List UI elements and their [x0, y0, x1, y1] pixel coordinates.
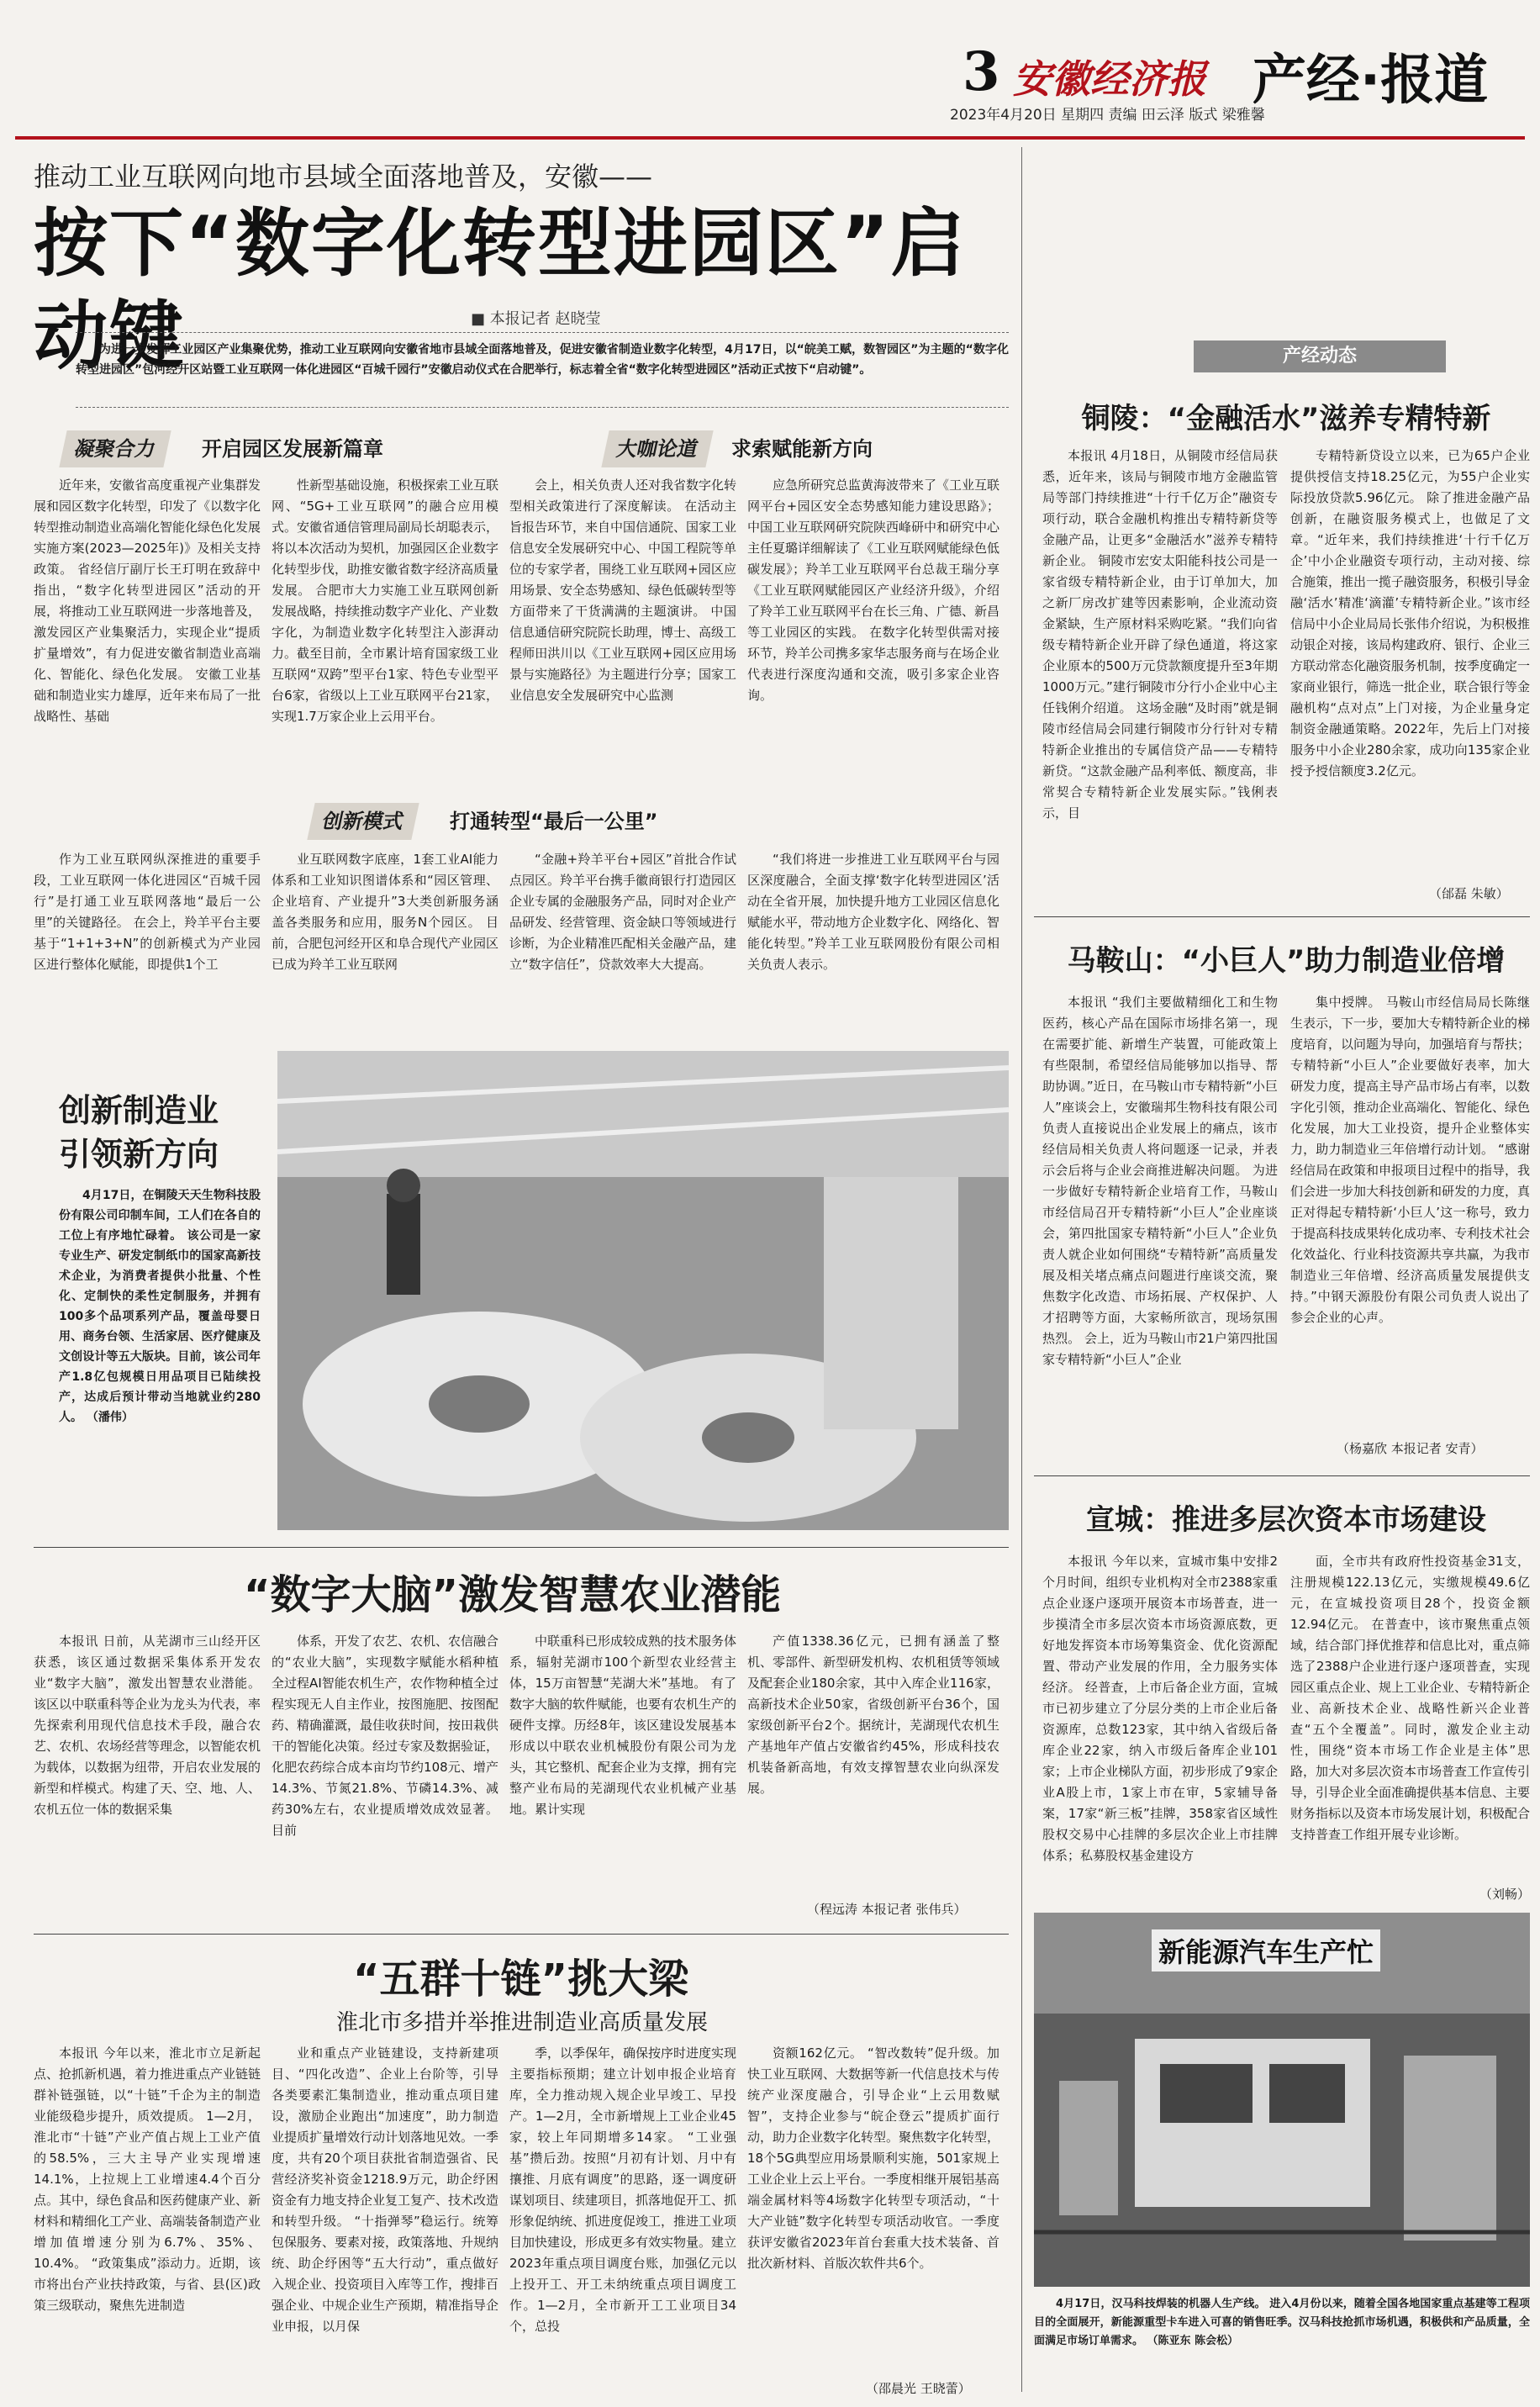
- chain-rule: [34, 1934, 1009, 1935]
- photo2-title: 新能源汽车生产忙: [1152, 1929, 1380, 1972]
- maanshan-col-1: 本报讯 “我们主要做精细化工和生物医药，核心产品在国际市场排名第一，现在需要扩能、新增生产装置，可能政策上有些限制，希望经信局能够加以指导、帮助协调。”近日，在马鞍山市专精特新“小巨人”座谈会上，安徽瑞邦生物科技有限公司负责人直接说出企业发展上的痛点，该市经信局相关负责人将问题逐一记录，并表示会后将与企业会商推进解决问题。 为进一步做好专精特新企业培育工作，马鞍山市经信局召开专精特新“小巨人”企业座谈会，第四批国家专精特新“小巨人”企业负责人就企业如何围绕“专精特新”高质量发展及相关堵点痛点问题进行座谈交流，聚焦数字化改造、市场拓展、产权保护、人才招聘等方面，大家畅所欲言，现场氛围热烈。 会上，近为马鞍山市21户第四批国家专精特新“小巨人”企业: [1042, 995, 1278, 1367]
- chain-credit: （邵晨光 王晓蕾）: [866, 2381, 971, 2396]
- maanshan-headline: 马鞍山：“小巨人”助力制造业倍增: [1067, 944, 1506, 978]
- subhead-text: 开启园区发展新篇章: [202, 437, 383, 461]
- maanshan-col-2: 集中授牌。 马鞍山市经信局局长陈继生表示，下一步，要加大专精特新企业的梯度培育，以问题为导向，加强培育与帮扶；专精特新“小巨人”企业要做好表率，加大研发力度，提高主导产品市场占有率，以数字化引领，推动企业高端化、智能化、绿色化发展，加大工业投资，提升企业整体实力，助力制造业三年倍增行动计划。 “感谢经信局在政策和申报项目过程中的指导，我们会进一步加大科技创新和研发的力度，真正对得起专精特新‘小巨人’这一称号，致力于提高科技成果转化成功率、专利技术社会化效益化、行业科技资源共享共赢，为我市制造业三年倍增、经济高质量发展提供支持。”中钢天源股份有限公司负责人说出了参会企业的心声。: [1290, 995, 1530, 1325]
- lead-kicker: 推动工业互联网向地市县域全面落地普及，安徽——: [34, 161, 653, 193]
- agri-col-3: 中联重科已形成较成熟的技术服务体系，辐射芜湖市100个新型农业经营主体，15万亩智慧“芜湖大米”基地。 有了数字大脑的软件赋能，也要有农机生产的硬件支撑。历经8年，该区建设发展基本形成以中联农业机械股份有限公司为龙头，其它整机、配套企业为支撑，拥有完整产业布局的芜湖现代农业机械产业基地。累计实现: [509, 1634, 736, 1817]
- lead-col-1: 近年来，安徽省高度重视产业集群发展和园区数字化转型，印发了《以数字化转型推动制造业高端化智能化绿色化发展实施方案(2023—2025年)》及相关支持政策。 省经信厅副厅长王玎明在致辞中指出，“数字化转型进园区”活动的开展，将推动工业互联网进一步落地普及，激发园区产业集聚活力，实现企业“提质扩量增效”，有力促进安徽省制造业高端化、智能化、绿色化发展。 安徽工业基础和制造业实力雄厚，近年来布局了一批战略性、基础: [34, 478, 261, 724]
- agri-headline: “数字大脑”激发智慧农业潜能: [244, 1571, 782, 1618]
- tongling-headline: 铜陵：“金融活水”滋养专精特新: [1081, 402, 1491, 435]
- photo2-block: [1034, 1913, 1530, 2392]
- tongling-col-1: 本报讯 4月18日，从铜陵市经信局获悉，近年来，该局与铜陵市地方金融监管局等部门持续推进“十行千亿万企”融资专项行动，联合金融机构推出专精特新贷等金融产品，让更多“金融活水”滋养专精特新企业。 铜陵市宏安太阳能科技公司是一家省级专精特新企业，由于订单加大，加之新厂房改扩建等因素影响，企业流动资金紧缺，生产原材料采购吃紧。“我们向省级专精特新企业开辟了绿色通道，将这家企业原本的500万元贷款额度提升至3年期1000万元。”建行铜陵市分行小企业中心主任钱俐介绍道。 这场金融“及时雨”就是铜陵市经信局会同建行铜陵市分行针对专精特新企业推出的专属信贷产品——专精特新贷。“这款金融产品利率低、额度高，非常契合专精特新企业发展实际。”钱俐表示，目: [1042, 448, 1278, 821]
- tongling-credit: （邰磊 朱敏）: [1429, 886, 1509, 901]
- chain-col-3: 季，以季保年，确保按序时进度实现主要指标预期；建立计划申报企业培育库，全力推动规入规企业早竣工、早投产。1—2月，全市新增规上工业企业45家，较上年同期增多14家。 “工业强基”攒后劲。按照“月初有计划、月中有攘推、月底有调度”的思路，逐一调度研谋划项目、续建项目，抓落地促开工、抓形象促纳统、抓进度促竣工，推进工业项目加快建设，形成更多有效实物量。建立2023年重点项目调度台账，加强亿元以上投开工、开工未纳统重点项目调度工作。1—2月，全市新开工工业项目34个，总投: [509, 2045, 736, 2334]
- subhead-tag: 凝聚合力: [59, 430, 171, 467]
- photo1-credit: （潘伟）: [86, 1411, 134, 1424]
- photo2-caption: [1034, 2295, 1530, 2351]
- subhead-2: [605, 430, 1009, 467]
- masthead-rule: [15, 136, 1525, 140]
- lead-col-6: 业互联网数字底座，1套工业AI能力体系和工业知识图谱体系和“园区管理、企业培育、产业提升”3大类创新服务涵盖各类服务和应用，服务N个园区。 目前，合肥包河经开区和阜合现代产业园区已成为羚羊工业互联网: [272, 852, 498, 972]
- chain-col-1: 本报讯 今年以来，淮北市立足新起点、抢抓新机遇，着力推进重点产业链链群补链强链，以“十链”千企为主的制造业能级稳步提升，质效提质。 1—2月，淮北市“十链”产业产值占规上工业产值的58.5%，三大主导产业实现增速14.1%，上拉规上工业增速4.4个百分点。其中，绿色食品和医药健康产业、新材料和精细化工产业、高端装备制造产业增加值增速分别为6.7%、35%、10.4%。 “政策集成”添动力。近期，该市将出台产业扶持政策，与省、县(区)政策三级联动，聚焦先进制造: [34, 2045, 261, 2313]
- date-line: 2023年4月20日 星期四 责编 田云泽 版式 梁雅馨: [950, 107, 1265, 124]
- photo2-caption-text: 4月17日，汉马科技焊装的机器人生产线。 进入4月份以来，随着全国各地国家重点基建等工程项目的全面展开，新能源重型卡车进入可喜的销售旺季。汉马科技抢抓市场机遇，积极供和产品质量，全面满足市场订单需求。: [1034, 2298, 1530, 2347]
- xuancheng-col-1: 本报讯 今年以来，宣城市集中安排2个月时间，组织专业机构对全市2388家重点企业逐户逐项开展资本市场普查，进一步摸清全市多层次资本市场资源底数，更好地发挥资本市场筹集资金、优化资源配置、带动产业发展的作用，全力服务实体经济。 经普查，上市后备企业方面，宣城市已初步建立了分层分类的上市企业后备资源库，总数123家，其中纳入省级后备库企业22家，纳入市级后备库企业101家；上市企业梯队方面，初步形成了9家企业A股上市，1家上市在审，5家辅导备案，17家“新三板”挂牌，358家省区域性股权交易中心挂牌的多层次企业上市挂牌体系；私募股权基金建设方: [1042, 1554, 1278, 1863]
- subhead-3: [311, 803, 782, 840]
- photo2-credit: （陈亚东 陈会松）: [1147, 2335, 1239, 2347]
- agri-col-1: 本报讯 日前，从芜湖市三山经开区获悉，该区通过数据采集体系开发农业“数字大脑”，激发出智慧农业潜能。 该区以中联重科等企业为龙头为代表，率先探索利用现代信息技术手段，融合农艺、农机、农场经营等理念，以智能农机为载体，以数据为纽带，开启农业发展的新型和样模式。构建了天、空、地、人、农机五位一体的数据采集: [34, 1634, 261, 1817]
- subhead-text: 求索赋能新方向: [731, 437, 873, 461]
- photo1-block: [34, 1051, 1009, 1530]
- agri-rule: [34, 1547, 1009, 1548]
- chain-subhead: 淮北市多措并举推进制造业高质量发展: [336, 2010, 709, 2035]
- lead-byline: ■ 本报记者 赵晓莹: [471, 310, 601, 328]
- xuancheng-credit: （刘畅）: [1479, 1887, 1531, 1902]
- chain-col-4: 资额162亿元。 “智改数转”促升级。加快工业互联网、大数据等新一代信息技术与传统产业深度融合，引导企业“上云用数赋智”，支持企业参与“皖企登云”提质扩面行动，助力企业数字化转型。聚焦数字化转型，18个5G典型应用场景顺利实施，501家规上工业企业上云上平台。一季度相继开展铝基高端金属材料等4场数字化转型专项活动，“十大产业链”数字化转型专项活动收官。一季度获评安徽省2023年首台套重大技术装备、首批次新材料、首版次软件共6个。: [747, 2045, 999, 2271]
- agri-col-4: 产值1338.36亿元，已拥有涵盖了整机、零部件、新型研发机构、农机租赁等领域及配套企业180余家，其中入库企业116家，高新技术企业50家，省级创新平台36个，国家级创新平台2个。据统计，芜湖现代农机生产基地年产值占安徽省约45%，形成科技农机装备新高地，有效支撑智慧农业向纵深发展。: [747, 1634, 999, 1796]
- photo1-title-1: 创新制造业: [59, 1092, 219, 1129]
- subhead-tag: 创新模式: [307, 803, 419, 840]
- lead-col-8: “我们将进一步推进工业互联网平台与园区深度融合，全面支撑‘数字化转型进园区’活动在全省开展，加快提升地方工业园区信息化赋能水平，带动地方企业数字化、网络化、智能化转型。”羚羊工业互联网股份有限公司相关负责人表示。: [747, 852, 999, 972]
- agri-col-2: 体系，开发了农艺、农机、农信融合的“农业大脑”，实现数字赋能水稻种植全过程AI智能农机生产，农作物种植全过程实现无人自主作业，按图施肥、按图配药、精确灌溉，最佳收获时间，按田栽供干的智能化决策。经过专家及数据验证，化肥农药综合成本亩均节约108元、增产14.3%、节氮21.8%、节磷14.3%、减药30%左右，农业提质增效成效显著。目前: [272, 1634, 498, 1838]
- page-number: 3: [962, 40, 1000, 103]
- lead-intro-box: [76, 332, 1009, 408]
- maanshan-rule: [1034, 916, 1530, 917]
- lead-headline: 按下“数字化转型进园区”启动键: [34, 200, 967, 379]
- photo1-caption-text: 4月17日，在铜陵天天生物科技股份有限公司印制车间，工人们在各自的工位上有序地忙碌着。 该公司是一家专业生产、研发定制纸巾的国家高新技术企业，为消费者提供小批量、个性化、定制快的柔性定制服务，并拥有100多个品项系列产品，覆盖母婴日用、商务台领、生活家居、医疗健康及文创设计等五大版块。目前，该公司年产1.8亿包规模日用品项目已陆续投产，达成后预计带动当地就业约280人。: [59, 1189, 261, 1424]
- agri-credit: （程远涛 本报记者 张伟兵）: [807, 1902, 967, 1917]
- subhead-text: 打通转型“最后一公里”: [450, 810, 658, 833]
- chain-headline: “五群十链”挑大梁: [353, 1956, 689, 2003]
- xuancheng-headline: 宣城：推进多层次资本市场建设: [1086, 1503, 1486, 1537]
- lead-col-5: 作为工业互联网纵深推进的重要手段，工业互联网一体化进园区“百城千园行”是打通工业互联网落地“最后一公里”的关键路径。 在会上，羚羊平台主要基于“1+1+3+N”的创新模式为产业园区进行整体化赋能，即提供1个工: [34, 852, 261, 972]
- lead-col-4: 应急所研究总监黄海波带来了《工业互联网平台+园区安全态势感知能力建设思路》；中国工业互联网研究院陕西峰研中和研究中心主任夏璐详细解读了《工业互联网赋能绿色低碳发展》；羚羊工业互联网平台总裁王瑞分享《工业互联网赋能园区产业经济升级》，介绍了羚羊工业互联网平台在长三角、广德、新昌等工业园区的实践。 在数字化转型供需对接环节，羚羊公司携多家华志服务商与在场企业代表进行深度沟通和交流，吸引多家企业咨询。: [747, 478, 999, 703]
- masthead: [0, 0, 1540, 151]
- lead-intro: 为进一步发挥工业园区产业集聚优势，推动工业互联网向安徽省地市县域全面落地普及，促进安徽省制造业数字化转型，4月17日，以“皖美工赋，数智园区”为主题的“数字化转型进园区”包河经开区站暨工业互联网一体化进园区“百城千园行”安徽启动仪式在合肥举行，标志着全省“数字化转型进园区”活动正式按下“启动键”。: [76, 343, 1009, 377]
- lead-col-2: 性新型基础设施，积极探索工业互联网、“5G+工业互联网”的融合应用模式。安徽省通信管理局副局长胡聪表示，将以本次活动为契机，加强园区企业数字化转型步伐，助推安徽省数字经济高质量发展。 合肥市大力实施工业互联网创新发展战略，持续推动数字产业化、产业数字化，为制造业数字化转型注入澎湃动力。截至目前，全市累计培育国家级工业互联网“双跨”型平台1家、特色专业型平台6家，省级以上工业互联网平台21家，实现1.7万家企业上云用平台。: [272, 478, 498, 724]
- tongling-col-2: 专精特新贷设立以来，已为65户企业提供授信支持18.25亿元，为55户企业实际投放贷款5.96亿元。 除了推进金融产品创新，在融资服务模式上，也做足了文章。“近年来，我们持续推进‘十行千亿万企’中小企业融资专项行动，主动对接、综合施策，推出一揽子融资服务，积极引导金融‘活水’精准‘滴灌’专精特新企业。”该市经信局中小企业局局长张伟介绍说，为积极推动银企对接，该局构建政府、银行、企业三方联动常态化融资服务机制，按季度确定一家商业银行，筛选一批企业，联合银行等金融机构“点对点”上门对接，为企业量身定制资金融通策略。2022年，先后上门对接服务中小企业280余家，成功向135家企业授予授信额度3.2亿元。: [1290, 448, 1530, 779]
- section-title: 产经·报道: [1252, 50, 1489, 112]
- news-tag: 产经动态: [1194, 340, 1446, 372]
- lead-col-3: 会上，相关负责人还对我省数字化转型相关政策进行了深度解读。 在活动主旨报告环节，来自中国信通院、国家工业信息安全发展研究中心、中国工程院等单位的专家学者，围绕工业互联网+园区应用场景、安全态势感知、绿色低碳转型等方面带来了干货满满的主题演讲。 中国信息通信研究院院长助理，博士、高级工程师田洪川以《工业互联网+园区应用场景与实施路径》为主题进行分享；国家工业信息安全发展研究中心监测: [509, 478, 736, 703]
- photo1-caption: [59, 1185, 261, 1428]
- xuancheng-col-2: 面，全市共有政府性投资基金31支，注册规模122.13亿元，实缴规模49.6亿元，在宣城投资项目28个，投资金额12.94亿元。 在普查中，该市聚焦重点领域，结合部门择优推荐和信息比对，重点筛选了2388户企业进行逐户逐项普查，实现园区重点企业、规上工业企业、专精特新企业、高新技术企业、战略性新兴企业普查“五个全覆盖”。同时，激发企业主动性，围绕“资本市场工作企业是主体”思路，加大对多层次资本市场普查工作宣传引导，引导企业全面准确提供基本信息、主要财务指标以及资本市场发展计划，积极配合支持普查工作组开展专业诊断。: [1290, 1554, 1530, 1842]
- subhead-1: [63, 430, 534, 467]
- maanshan-credit: （杨嘉欣 本报记者 安青）: [1337, 1441, 1484, 1456]
- xuancheng-rule: [1034, 1475, 1530, 1476]
- photo1-title-2: 引领新方向: [59, 1136, 219, 1173]
- chain-col-2: 业和重点产业链建设，支持新建项目、“四化改造”、企业上台阶等，引导各类要素汇集制造业，推动重点项目建设，激励企业跑出“加速度”，助力制造业提质扩量增效行动计划落地见效。一季度，共有20个项目获批省制造强省、民营经济奖补资金1218.9万元，助企纾困资金有力地支持企业复工复产、技术改造和转型升级。 “十指弹琴”稳运行。统筹包保服务、要素对接，政策落地、升规纳统、助企纾困等“五大行动”，重点做好入规企业、投资项目入库等工作，搜排百强企业、中规企业生产预期，精准指导企业申报，以月保: [272, 2045, 498, 2334]
- paper-name: 安徽经济报: [1013, 56, 1206, 102]
- right-divider: [1021, 147, 1022, 2392]
- photo2-image: [1034, 1913, 1530, 2287]
- subhead-tag: 大咖论道: [601, 430, 713, 467]
- photo1-image: [277, 1051, 1009, 1530]
- factory-photo-placeholder: [277, 1051, 1009, 1530]
- lead-col-7: “金融+羚羊平台+园区”首批合作试点园区。羚羊平台携手徽商银行打造园区企业专属的金融服务产品，同时对企业产品研发、经营管理、资金缺口等领域进行诊断，为企业精准匹配相关金融产品，建立“数字信任”，贷款效率大大提高。: [509, 852, 736, 972]
